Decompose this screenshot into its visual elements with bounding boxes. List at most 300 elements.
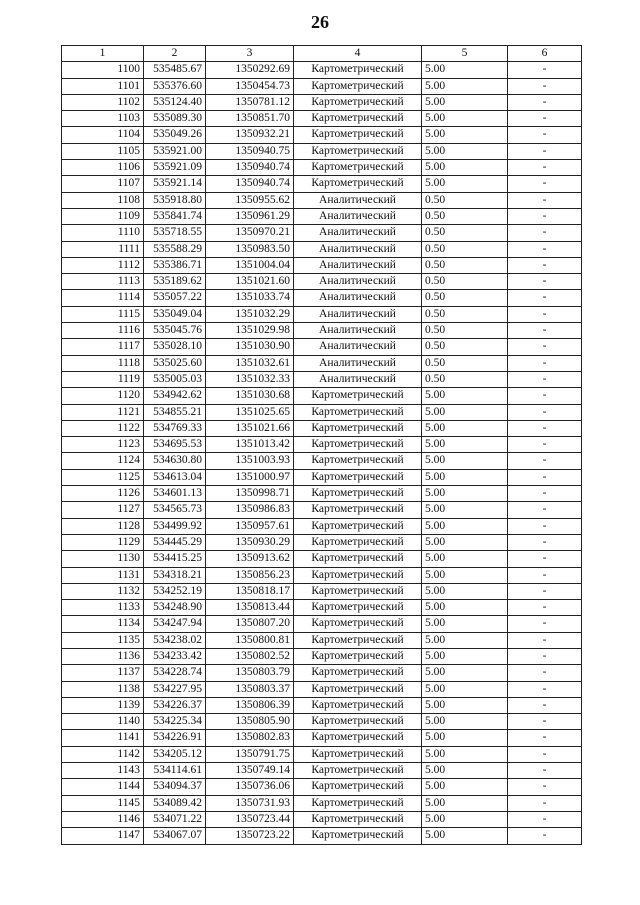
table-row [62, 779, 582, 795]
accuracy-cell: 0.50 [422, 274, 508, 290]
table-row [62, 241, 582, 257]
table-row [62, 355, 582, 371]
column-header-2: 2 [144, 46, 206, 62]
point-number-cell: 1134 [62, 616, 144, 632]
y-coordinate-cell: 1351033.74 [206, 290, 294, 306]
note-cell: - [508, 404, 582, 420]
method-cell: Аналитический [294, 306, 422, 322]
y-coordinate-cell: 1350970.21 [206, 225, 294, 241]
point-number-cell: 1116 [62, 323, 144, 339]
accuracy-cell: 5.00 [422, 600, 508, 616]
note-cell: - [508, 290, 582, 306]
accuracy-cell: 5.00 [422, 779, 508, 795]
y-coordinate-cell: 1351013.42 [206, 437, 294, 453]
accuracy-cell: 5.00 [422, 111, 508, 127]
point-number-cell: 1100 [62, 62, 144, 78]
table-row [62, 665, 582, 681]
note-cell: - [508, 306, 582, 322]
note-cell: - [508, 453, 582, 469]
method-cell: Картометрический [294, 453, 422, 469]
table-row [62, 811, 582, 827]
accuracy-cell: 0.50 [422, 208, 508, 224]
table-row [62, 681, 582, 697]
accuracy-cell: 5.00 [422, 811, 508, 827]
x-coordinate-cell: 534227.95 [144, 681, 206, 697]
table-row [62, 257, 582, 273]
accuracy-cell: 0.50 [422, 241, 508, 257]
x-coordinate-cell: 534114.61 [144, 763, 206, 779]
table-row [62, 518, 582, 534]
y-coordinate-cell: 1350818.17 [206, 583, 294, 599]
note-cell: - [508, 388, 582, 404]
table-row [62, 795, 582, 811]
y-coordinate-cell: 1350803.37 [206, 681, 294, 697]
x-coordinate-cell: 534769.33 [144, 420, 206, 436]
x-coordinate-cell: 535386.71 [144, 257, 206, 273]
x-coordinate-cell: 535921.14 [144, 176, 206, 192]
point-number-cell: 1142 [62, 746, 144, 762]
note-cell: - [508, 518, 582, 534]
note-cell: - [508, 486, 582, 502]
accuracy-cell: 5.00 [422, 127, 508, 143]
point-number-cell: 1102 [62, 94, 144, 110]
method-cell: Аналитический [294, 323, 422, 339]
accuracy-cell: 5.00 [422, 94, 508, 110]
y-coordinate-cell: 1350454.73 [206, 78, 294, 94]
note-cell: - [508, 697, 582, 713]
note-cell: - [508, 828, 582, 844]
point-number-cell: 1138 [62, 681, 144, 697]
point-number-cell: 1111 [62, 241, 144, 257]
x-coordinate-cell: 534089.42 [144, 795, 206, 811]
table-row [62, 828, 582, 844]
point-number-cell: 1131 [62, 567, 144, 583]
y-coordinate-cell: 1351021.66 [206, 420, 294, 436]
x-coordinate-cell: 534225.34 [144, 714, 206, 730]
y-coordinate-cell: 1351032.29 [206, 306, 294, 322]
point-number-cell: 1122 [62, 420, 144, 436]
accuracy-cell: 5.00 [422, 583, 508, 599]
method-cell: Картометрический [294, 714, 422, 730]
point-number-cell: 1120 [62, 388, 144, 404]
coordinates-table [61, 45, 582, 845]
method-cell: Картометрический [294, 616, 422, 632]
note-cell: - [508, 127, 582, 143]
method-cell: Картометрический [294, 600, 422, 616]
x-coordinate-cell: 534247.94 [144, 616, 206, 632]
x-coordinate-cell: 535049.04 [144, 306, 206, 322]
accuracy-cell: 0.50 [422, 339, 508, 355]
y-coordinate-cell: 1351032.61 [206, 355, 294, 371]
x-coordinate-cell: 535718.55 [144, 225, 206, 241]
point-number-cell: 1127 [62, 502, 144, 518]
accuracy-cell: 5.00 [422, 502, 508, 518]
point-number-cell: 1112 [62, 257, 144, 273]
table-row [62, 502, 582, 518]
accuracy-cell: 5.00 [422, 632, 508, 648]
table-row [62, 225, 582, 241]
method-cell: Картометрический [294, 176, 422, 192]
method-cell: Картометрический [294, 420, 422, 436]
point-number-cell: 1137 [62, 665, 144, 681]
y-coordinate-cell: 1350940.74 [206, 176, 294, 192]
table-row [62, 420, 582, 436]
x-coordinate-cell: 535025.60 [144, 355, 206, 371]
accuracy-cell: 5.00 [422, 616, 508, 632]
table-row [62, 78, 582, 94]
y-coordinate-cell: 1350805.90 [206, 714, 294, 730]
table-row [62, 290, 582, 306]
y-coordinate-cell: 1351004.04 [206, 257, 294, 273]
note-cell: - [508, 665, 582, 681]
method-cell: Аналитический [294, 241, 422, 257]
note-cell: - [508, 600, 582, 616]
note-cell: - [508, 176, 582, 192]
accuracy-cell: 0.50 [422, 355, 508, 371]
y-coordinate-cell: 1350731.93 [206, 795, 294, 811]
point-number-cell: 1140 [62, 714, 144, 730]
method-cell: Картометрический [294, 730, 422, 746]
note-cell: - [508, 502, 582, 518]
method-cell: Картометрический [294, 795, 422, 811]
point-number-cell: 1136 [62, 648, 144, 664]
table-row [62, 404, 582, 420]
table-row [62, 62, 582, 78]
point-number-cell: 1117 [62, 339, 144, 355]
accuracy-cell: 5.00 [422, 665, 508, 681]
accuracy-cell: 5.00 [422, 437, 508, 453]
method-cell: Картометрический [294, 567, 422, 583]
x-coordinate-cell: 535057.22 [144, 290, 206, 306]
column-header-4: 4 [294, 46, 422, 62]
accuracy-cell: 5.00 [422, 469, 508, 485]
y-coordinate-cell: 1351000.97 [206, 469, 294, 485]
y-coordinate-cell: 1350940.74 [206, 160, 294, 176]
table-row [62, 632, 582, 648]
accuracy-cell: 5.00 [422, 730, 508, 746]
x-coordinate-cell: 534248.90 [144, 600, 206, 616]
point-number-cell: 1146 [62, 811, 144, 827]
y-coordinate-cell: 1350851.70 [206, 111, 294, 127]
note-cell: - [508, 143, 582, 159]
note-cell: - [508, 225, 582, 241]
y-coordinate-cell: 1350749.14 [206, 763, 294, 779]
y-coordinate-cell: 1351029.98 [206, 323, 294, 339]
table-row [62, 339, 582, 355]
point-number-cell: 1109 [62, 208, 144, 224]
x-coordinate-cell: 534445.29 [144, 534, 206, 550]
x-coordinate-cell: 535045.76 [144, 323, 206, 339]
table-row [62, 371, 582, 387]
x-coordinate-cell: 534499.92 [144, 518, 206, 534]
table-row [62, 274, 582, 290]
accuracy-cell: 0.50 [422, 323, 508, 339]
point-number-cell: 1103 [62, 111, 144, 127]
y-coordinate-cell: 1350806.39 [206, 697, 294, 713]
x-coordinate-cell: 534226.91 [144, 730, 206, 746]
method-cell: Картометрический [294, 518, 422, 534]
point-number-cell: 1119 [62, 371, 144, 387]
method-cell: Картометрический [294, 404, 422, 420]
table-row [62, 127, 582, 143]
method-cell: Аналитический [294, 355, 422, 371]
x-coordinate-cell: 534226.37 [144, 697, 206, 713]
method-cell: Аналитический [294, 225, 422, 241]
point-number-cell: 1118 [62, 355, 144, 371]
page-number: 26 [311, 12, 329, 32]
x-coordinate-cell: 534205.12 [144, 746, 206, 762]
y-coordinate-cell: 1351025.65 [206, 404, 294, 420]
x-coordinate-cell: 535124.40 [144, 94, 206, 110]
x-coordinate-cell: 534238.02 [144, 632, 206, 648]
point-number-cell: 1101 [62, 78, 144, 94]
table-row [62, 600, 582, 616]
table-row [62, 453, 582, 469]
column-header-3: 3 [206, 46, 294, 62]
table-row [62, 388, 582, 404]
x-coordinate-cell: 534942.62 [144, 388, 206, 404]
point-number-cell: 1114 [62, 290, 144, 306]
accuracy-cell: 5.00 [422, 795, 508, 811]
accuracy-cell: 5.00 [422, 828, 508, 844]
method-cell: Аналитический [294, 371, 422, 387]
method-cell: Картометрический [294, 763, 422, 779]
method-cell: Картометрический [294, 437, 422, 453]
y-coordinate-cell: 1350807.20 [206, 616, 294, 632]
y-coordinate-cell: 1350998.71 [206, 486, 294, 502]
accuracy-cell: 5.00 [422, 648, 508, 664]
method-cell: Картометрический [294, 811, 422, 827]
note-cell: - [508, 779, 582, 795]
note-cell: - [508, 62, 582, 78]
accuracy-cell: 5.00 [422, 746, 508, 762]
note-cell: - [508, 371, 582, 387]
note-cell: - [508, 795, 582, 811]
point-number-cell: 1121 [62, 404, 144, 420]
note-cell: - [508, 208, 582, 224]
method-cell: Картометрический [294, 143, 422, 159]
column-header-5: 5 [422, 46, 508, 62]
y-coordinate-cell: 1350736.06 [206, 779, 294, 795]
y-coordinate-cell: 1350781.12 [206, 94, 294, 110]
y-coordinate-cell: 1350913.62 [206, 551, 294, 567]
method-cell: Картометрический [294, 469, 422, 485]
method-cell: Картометрический [294, 160, 422, 176]
point-number-cell: 1130 [62, 551, 144, 567]
y-coordinate-cell: 1350986.83 [206, 502, 294, 518]
point-number-cell: 1115 [62, 306, 144, 322]
accuracy-cell: 0.50 [422, 225, 508, 241]
accuracy-cell: 5.00 [422, 697, 508, 713]
point-number-cell: 1126 [62, 486, 144, 502]
note-cell: - [508, 94, 582, 110]
table-row [62, 714, 582, 730]
y-coordinate-cell: 1350930.29 [206, 534, 294, 550]
y-coordinate-cell: 1350800.81 [206, 632, 294, 648]
table-row [62, 208, 582, 224]
note-cell: - [508, 355, 582, 371]
accuracy-cell: 5.00 [422, 160, 508, 176]
point-number-cell: 1106 [62, 160, 144, 176]
x-coordinate-cell: 534228.74 [144, 665, 206, 681]
accuracy-cell: 5.00 [422, 534, 508, 550]
method-cell: Аналитический [294, 290, 422, 306]
method-cell: Картометрический [294, 583, 422, 599]
y-coordinate-cell: 1350723.44 [206, 811, 294, 827]
table-row [62, 192, 582, 208]
y-coordinate-cell: 1351030.68 [206, 388, 294, 404]
accuracy-cell: 5.00 [422, 453, 508, 469]
point-number-cell: 1139 [62, 697, 144, 713]
point-number-cell: 1147 [62, 828, 144, 844]
y-coordinate-cell: 1351021.60 [206, 274, 294, 290]
note-cell: - [508, 763, 582, 779]
y-coordinate-cell: 1350723.22 [206, 828, 294, 844]
table-row [62, 306, 582, 322]
x-coordinate-cell: 535841.74 [144, 208, 206, 224]
method-cell: Картометрический [294, 697, 422, 713]
table-row [62, 551, 582, 567]
table-row [62, 648, 582, 664]
table-row [62, 763, 582, 779]
y-coordinate-cell: 1350957.61 [206, 518, 294, 534]
note-cell: - [508, 241, 582, 257]
x-coordinate-cell: 534855.21 [144, 404, 206, 420]
accuracy-cell: 5.00 [422, 763, 508, 779]
point-number-cell: 1113 [62, 274, 144, 290]
note-cell: - [508, 583, 582, 599]
note-cell: - [508, 78, 582, 94]
table-row [62, 160, 582, 176]
method-cell: Картометрический [294, 534, 422, 550]
accuracy-cell: 0.50 [422, 306, 508, 322]
note-cell: - [508, 192, 582, 208]
table-row [62, 486, 582, 502]
y-coordinate-cell: 1350955.62 [206, 192, 294, 208]
x-coordinate-cell: 535028.10 [144, 339, 206, 355]
accuracy-cell: 5.00 [422, 551, 508, 567]
y-coordinate-cell: 1350802.52 [206, 648, 294, 664]
x-coordinate-cell: 535921.00 [144, 143, 206, 159]
table-row [62, 143, 582, 159]
x-coordinate-cell: 535588.29 [144, 241, 206, 257]
table-row [62, 534, 582, 550]
accuracy-cell: 5.00 [422, 486, 508, 502]
accuracy-cell: 5.00 [422, 143, 508, 159]
accuracy-cell: 0.50 [422, 192, 508, 208]
x-coordinate-cell: 534630.80 [144, 453, 206, 469]
y-coordinate-cell: 1350983.50 [206, 241, 294, 257]
note-cell: - [508, 437, 582, 453]
method-cell: Картометрический [294, 648, 422, 664]
accuracy-cell: 0.50 [422, 371, 508, 387]
note-cell: - [508, 534, 582, 550]
method-cell: Картометрический [294, 665, 422, 681]
table-row [62, 176, 582, 192]
method-cell: Картометрический [294, 94, 422, 110]
note-cell: - [508, 339, 582, 355]
accuracy-cell: 5.00 [422, 62, 508, 78]
x-coordinate-cell: 535005.03 [144, 371, 206, 387]
y-coordinate-cell: 1350803.79 [206, 665, 294, 681]
method-cell: Картометрический [294, 551, 422, 567]
accuracy-cell: 5.00 [422, 420, 508, 436]
method-cell: Аналитический [294, 257, 422, 273]
x-coordinate-cell: 535918.80 [144, 192, 206, 208]
accuracy-cell: 5.00 [422, 388, 508, 404]
x-coordinate-cell: 534252.19 [144, 583, 206, 599]
point-number-cell: 1105 [62, 143, 144, 159]
accuracy-cell: 5.00 [422, 567, 508, 583]
note-cell: - [508, 567, 582, 583]
x-coordinate-cell: 534094.37 [144, 779, 206, 795]
note-cell: - [508, 730, 582, 746]
note-cell: - [508, 420, 582, 436]
note-cell: - [508, 648, 582, 664]
point-number-cell: 1129 [62, 534, 144, 550]
y-coordinate-cell: 1350813.44 [206, 600, 294, 616]
table-row [62, 567, 582, 583]
method-cell: Картометрический [294, 746, 422, 762]
method-cell: Картометрический [294, 78, 422, 94]
note-cell: - [508, 274, 582, 290]
y-coordinate-cell: 1350292.69 [206, 62, 294, 78]
method-cell: Аналитический [294, 274, 422, 290]
method-cell: Картометрический [294, 632, 422, 648]
column-header-6: 6 [508, 46, 582, 62]
table-row [62, 437, 582, 453]
method-cell: Картометрический [294, 111, 422, 127]
x-coordinate-cell: 535485.67 [144, 62, 206, 78]
point-number-cell: 1125 [62, 469, 144, 485]
x-coordinate-cell: 535049.26 [144, 127, 206, 143]
point-number-cell: 1104 [62, 127, 144, 143]
note-cell: - [508, 551, 582, 567]
point-number-cell: 1108 [62, 192, 144, 208]
table-row [62, 469, 582, 485]
x-coordinate-cell: 534067.07 [144, 828, 206, 844]
note-cell: - [508, 632, 582, 648]
accuracy-cell: 5.00 [422, 681, 508, 697]
point-number-cell: 1107 [62, 176, 144, 192]
method-cell: Картометрический [294, 127, 422, 143]
note-cell: - [508, 160, 582, 176]
note-cell: - [508, 616, 582, 632]
table-body [62, 62, 582, 844]
method-cell: Картометрический [294, 486, 422, 502]
x-coordinate-cell: 534565.73 [144, 502, 206, 518]
point-number-cell: 1123 [62, 437, 144, 453]
table-row [62, 730, 582, 746]
x-coordinate-cell: 534695.53 [144, 437, 206, 453]
column-header-1: 1 [62, 46, 144, 62]
point-number-cell: 1145 [62, 795, 144, 811]
x-coordinate-cell: 534415.25 [144, 551, 206, 567]
point-number-cell: 1143 [62, 763, 144, 779]
table-row [62, 697, 582, 713]
note-cell: - [508, 323, 582, 339]
point-number-cell: 1132 [62, 583, 144, 599]
method-cell: Аналитический [294, 339, 422, 355]
accuracy-cell: 5.00 [422, 714, 508, 730]
accuracy-cell: 0.50 [422, 257, 508, 273]
table-row [62, 746, 582, 762]
x-coordinate-cell: 535921.09 [144, 160, 206, 176]
note-cell: - [508, 257, 582, 273]
accuracy-cell: 0.50 [422, 290, 508, 306]
accuracy-cell: 5.00 [422, 518, 508, 534]
table-header-row [62, 46, 582, 62]
